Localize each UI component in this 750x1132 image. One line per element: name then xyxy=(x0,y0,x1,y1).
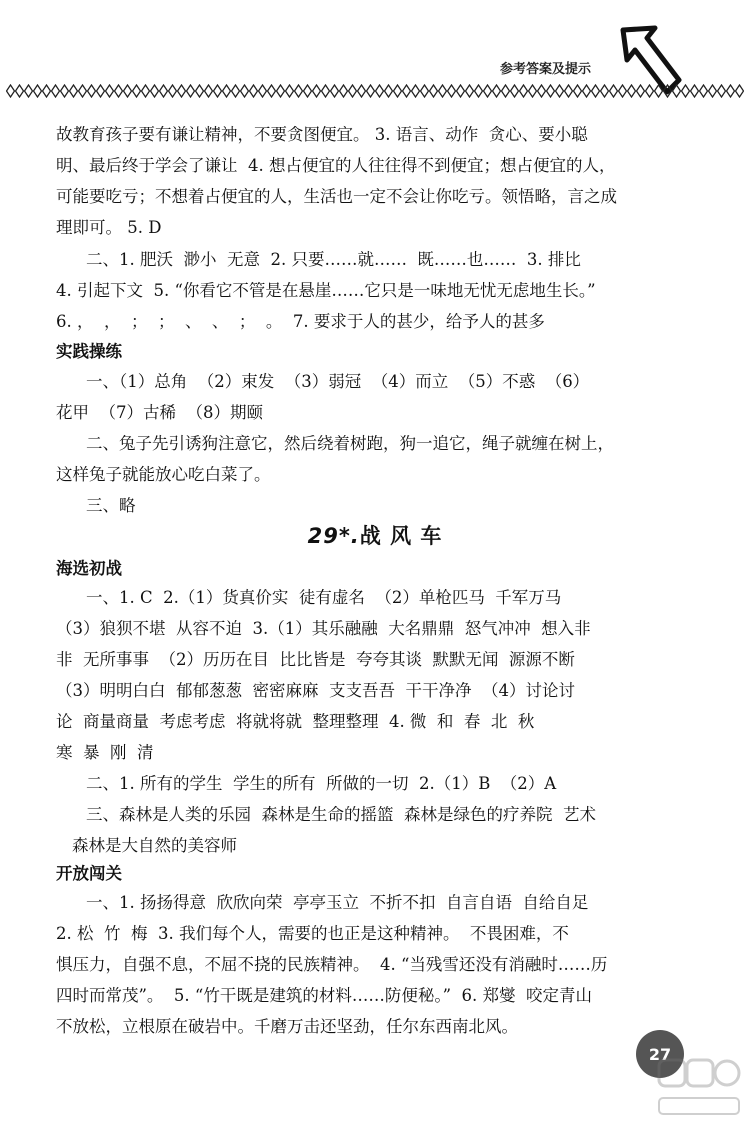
text-line: 三、森林是人类的乐园 森林是生命的摇篮 森林是绿色的疗养院 艺术 xyxy=(86,805,596,824)
text-line: 可能要吃亏；不想着占便宜的人，生活也一定不会让你吃亏。领悟略，言之成 xyxy=(56,187,617,206)
lesson-title xyxy=(0,520,750,550)
text-line: 惧压力，自强不息，不屈不挠的民族精神。 4. “当残雪还没有消融时……历 xyxy=(56,955,608,974)
section-heading: 开放闯关 xyxy=(56,864,122,883)
lesson-name: 战 风 车 xyxy=(359,523,443,548)
page-number: 27 xyxy=(636,1030,684,1078)
text-line: 故教育孩子要有谦让精神，不要贪图便宜。 3. 语言、动作 贪心、要小聪 xyxy=(56,125,588,144)
text-line: 寒 暴 刚 清 xyxy=(56,743,154,762)
decorative-border xyxy=(6,84,744,98)
text-line: 二、兔子先引诱狗注意它，然后绕着树跑，狗一追它，绳子就缠在树上， xyxy=(86,434,614,453)
text-line: 二、1. 肥沃 渺小 无意 2. 只要……就…… 既……也…… 3. 排比 xyxy=(86,250,581,269)
text-line: 4. 引起下文 5. “你看它不管是在悬崖……它只是一味地无忧无虑地生长。” xyxy=(56,281,596,300)
text-line: 四时而常茂”。 5. “竹干既是建筑的材料……防便秘。” 6. 郑燮 咬定青山 xyxy=(56,986,593,1005)
section-heading: 海选初战 xyxy=(56,559,122,578)
watermark-logo xyxy=(655,1054,743,1124)
text-line: 6. ， ， ； ； 、 、 ； 。 7. 要求于人的甚少，给予人的甚多 xyxy=(56,312,545,331)
text-line: 不放松，立根原在破岩中。千磨万击还坚劲，任尔东西南北风。 xyxy=(56,1017,518,1036)
text-line: 明、最后终于学会了谦让 4. 想占便宜的人往往得不到便宜；想占便宜的人， xyxy=(56,156,616,175)
text-line: （3）明明白白 郁郁葱葱 密密麻麻 支支吾吾 干干净净 （4）讨论讨 xyxy=(56,681,575,700)
text-line: 2. 松 竹 梅 3. 我们每个人，需要的也正是这种精神。 不畏困难，不 xyxy=(56,924,569,943)
text-line: 森林是大自然的美容师 xyxy=(72,836,237,855)
section-heading: 实践操练 xyxy=(56,342,122,361)
text-line: 这样兔子就能放心吃白菜了。 xyxy=(56,465,271,484)
header-title: 参考答案及提示 xyxy=(500,62,592,77)
text-line: 理即可。 5. D xyxy=(56,218,162,237)
text-line: 一、（1）总角 （2）束发 （3）弱冠 （4）而立 （5）不惑 （6） xyxy=(86,372,590,391)
text-line: 花甲 （7）古稀 （8）期颐 xyxy=(56,403,263,422)
text-line: 论 商量商量 考虑考虑 将就将就 整理整理 4. 微 和 春 北 秋 xyxy=(56,712,535,731)
text-line: 三、略 xyxy=(86,496,136,515)
text-line: 一、1. 扬扬得意 欣欣向荣 亭亭玉立 不折不扣 自言自语 自给自足 xyxy=(86,893,589,912)
text-line: 一、1. C 2.（1）货真价实 徒有虚名 （2）单枪匹马 千军万马 xyxy=(86,588,562,607)
text-line: （3）狼狈不堪 从容不迫 3.（1）其乐融融 大名鼎鼎 怒气冲冲 想入非 xyxy=(56,619,591,638)
lesson-number: 29*. xyxy=(307,524,360,548)
text-line: 二、1. 所有的学生 学生的所有 所做的一切 2.（1）B （2）A xyxy=(86,774,557,793)
text-line: 非 无所事事 （2）历历在目 比比皆是 夸夸其谈 默默无闻 源源不断 xyxy=(56,650,575,669)
